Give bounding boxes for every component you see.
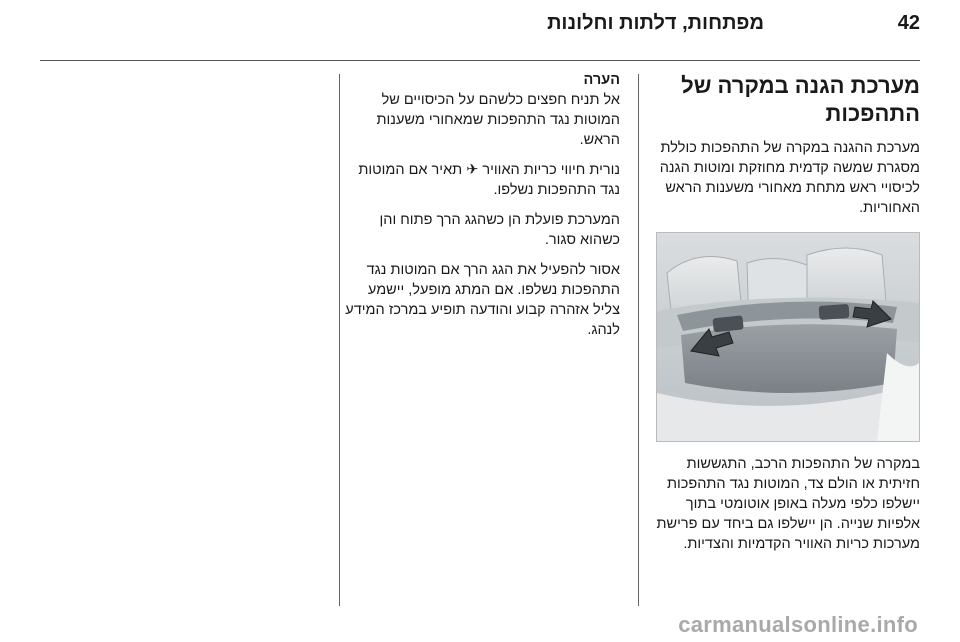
- column-divider-left: [339, 74, 340, 606]
- section-body: במקרה של התהפכות הרכב, התגששות חזיתית או הולם צד, המוטות נגד התהפכות יישלפו כלפי מעלה באופן אוטומטי בתוך אלפיות שנייה. הן יישלפו גם ביחד עם פרישת מערכות כריות האוויר הקדמיות והצדיות.: [656, 456, 920, 552]
- rollover-protection-section: [654, 72, 920, 554]
- note-section: [344, 70, 620, 350]
- watermark: carmanualsonline.info: [678, 612, 918, 637]
- column-divider-right: [638, 74, 639, 606]
- note-paragraph: אל תניח חפצים כלשהם על הכיסויים של המוטות נגד התהפכות שמאחורי משענות הראש.: [376, 92, 620, 148]
- header-divider: [40, 60, 920, 61]
- note-heading: הערה: [583, 72, 620, 88]
- section-title: מערכת הגנה במקרה של התהפכות: [681, 73, 920, 126]
- rollover-bars-photo: [656, 232, 920, 442]
- note-paragraph: אסור להפעיל את הגג הרך אם המוטות נגד התהפכות נשלפו. אם המתג מופעל, יישמע צליל אזהרה קבוע והודעה תופיע במרכז המידע לנהג.: [345, 262, 620, 338]
- section-intro: מערכת ההגנה במקרה של התהפכות כוללת מסגרת שמשה קדמית מחוזקת ומוטות הגנה לכיסויי ראש מתחת מאחורי משענות הראש האחוריות.: [659, 140, 920, 216]
- page-number: 42: [897, 12, 920, 34]
- page-title: מפתחות, דלתות וחלונות: [547, 12, 764, 34]
- note-paragraph: המערכת פועלת הן כשהגג הרך פתוח והן כשהוא סגור.: [379, 212, 620, 248]
- note-paragraph: נורית חיווי כריות האוויר ✈ תאיר אם המוטות נגד התהפכות נשלפו.: [358, 162, 620, 198]
